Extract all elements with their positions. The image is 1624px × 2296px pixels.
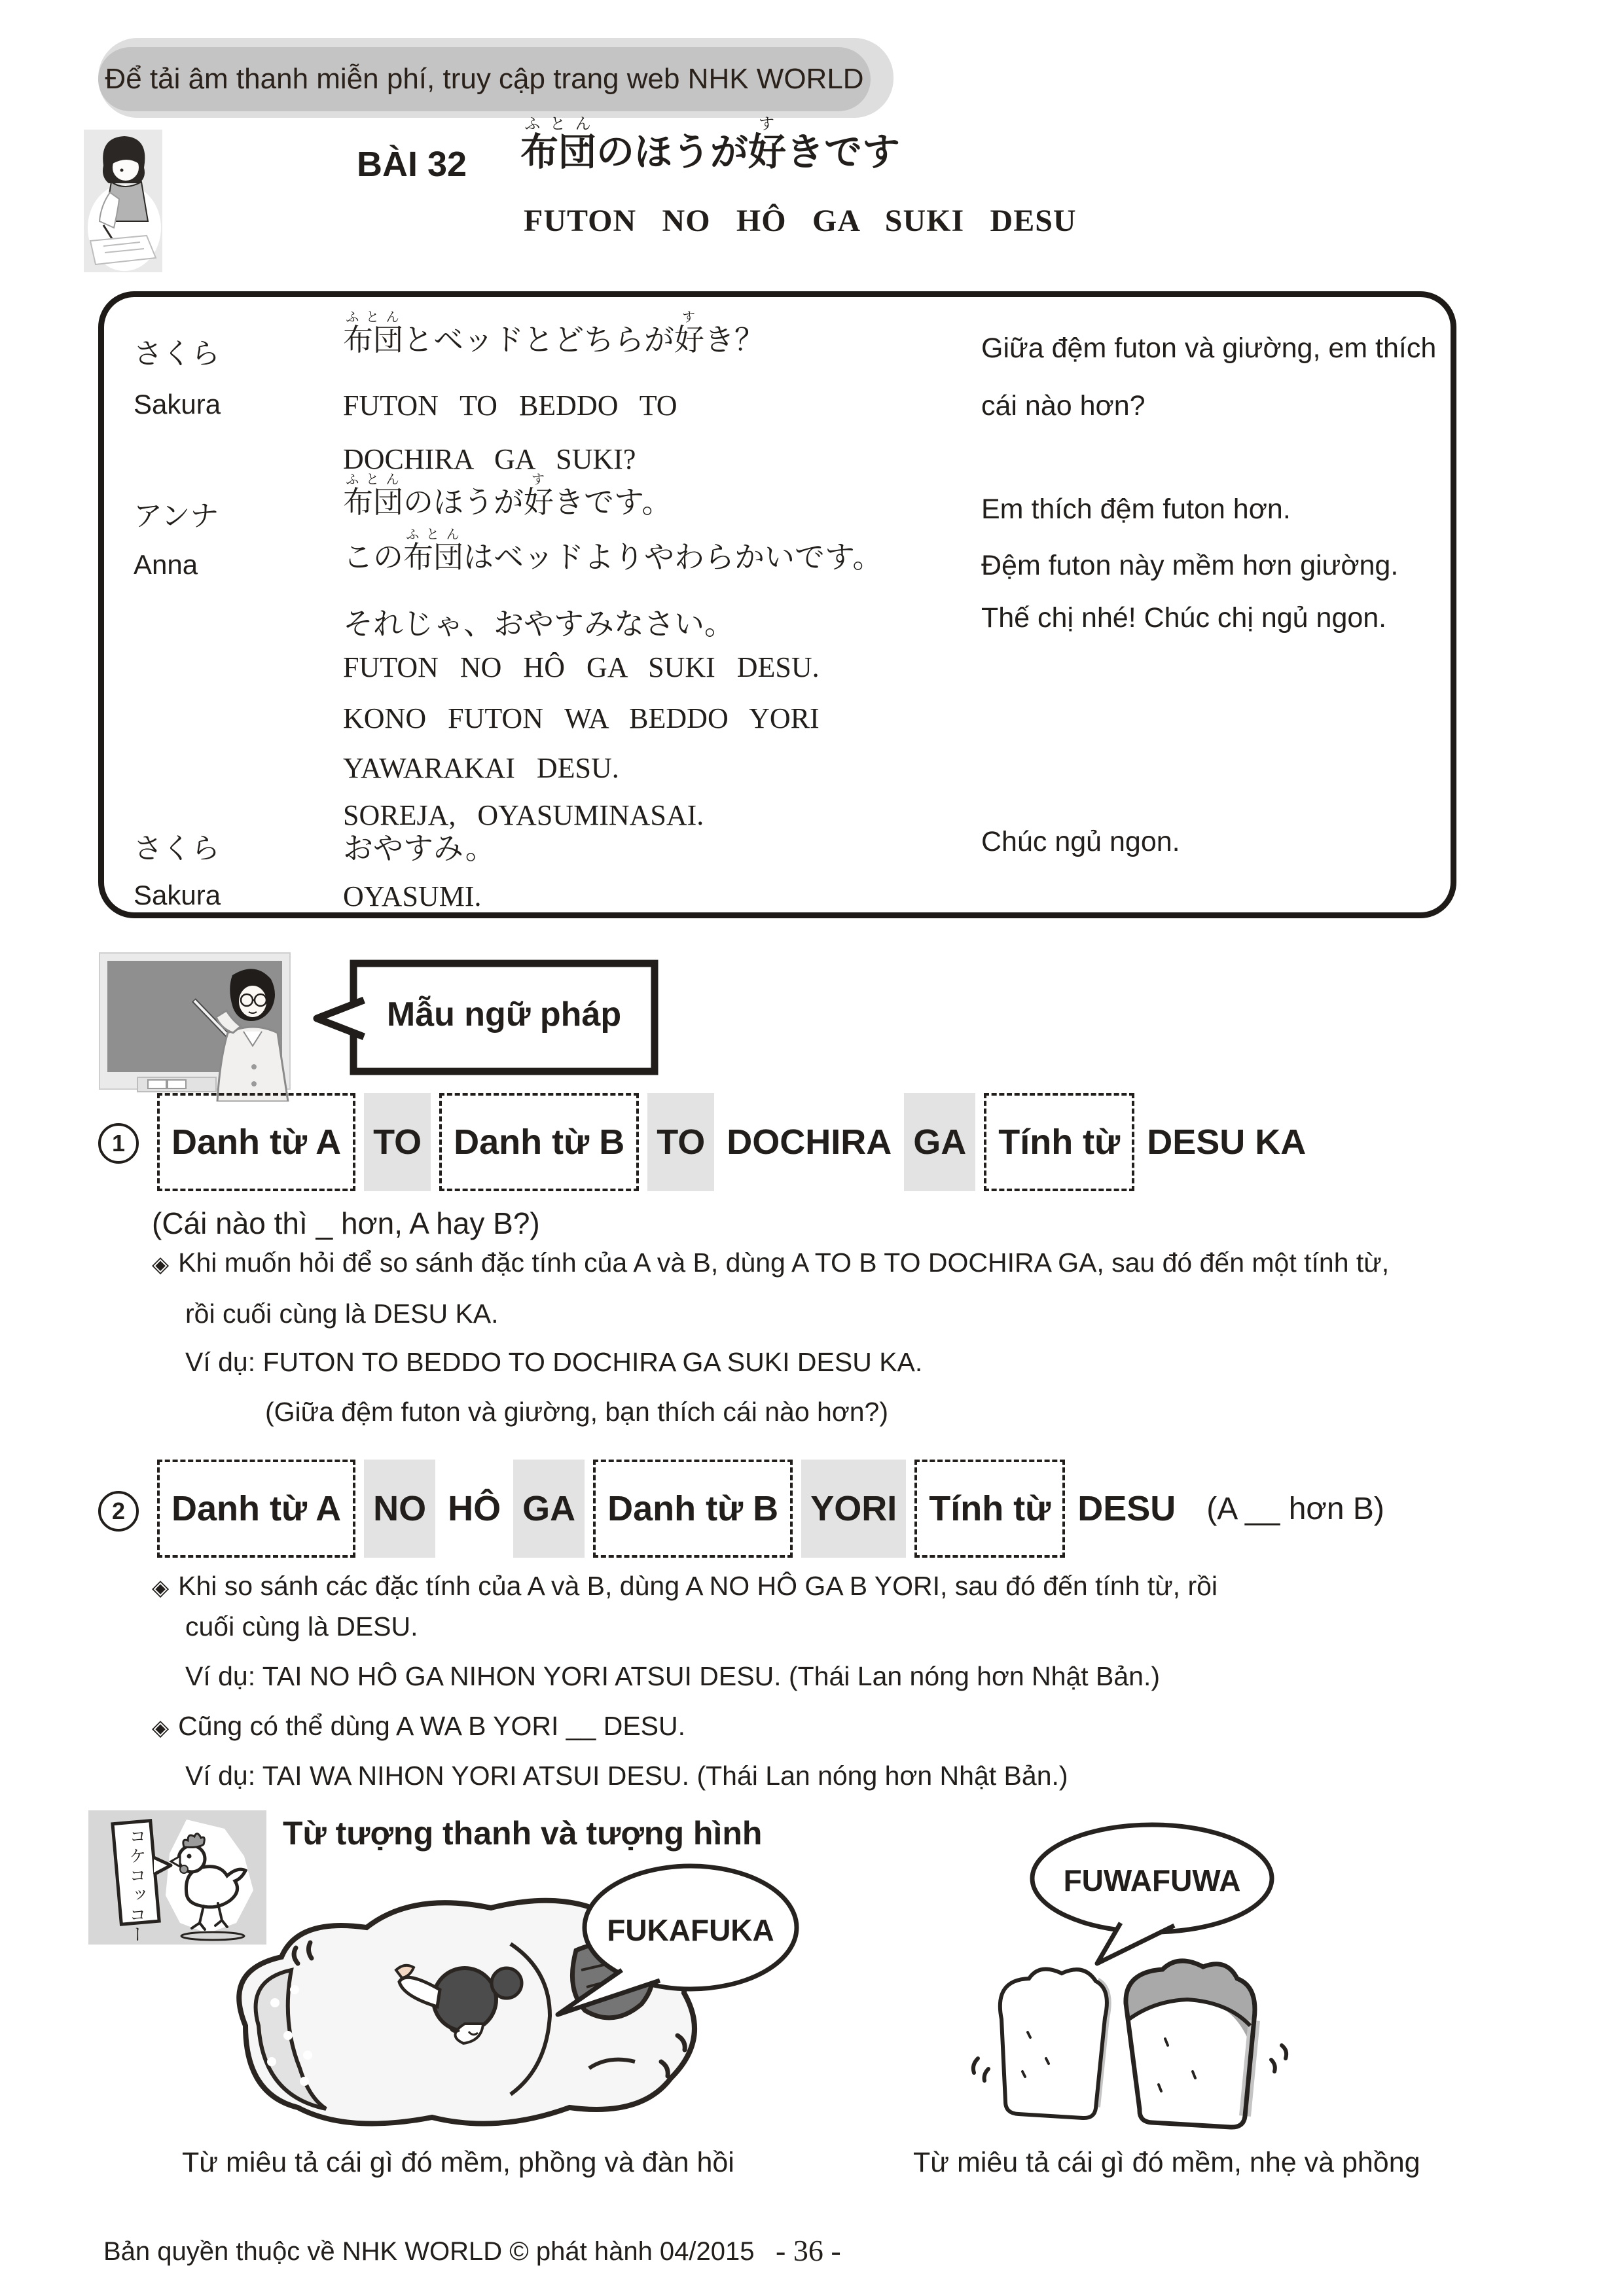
jp-base: 好 (748, 131, 787, 173)
dialog-line-romaji: FUTON NO HÔ GA SUKI DESU. (343, 651, 820, 683)
pattern-2-explanation-2: cuối cùng là DESU. (185, 1611, 418, 1641)
dialog-line-vn: Thế chị nhé! Chúc chị ngủ ngon. (981, 602, 1387, 634)
grammar-section-bubble (308, 957, 674, 1081)
page-number: - 36 - (776, 2234, 841, 2267)
jp-base: きです (786, 131, 901, 173)
pattern-1-note: (Cái nào thì _ hơn, A hay B?) (152, 1206, 540, 1240)
pattern-noun-b-box: Danh từ B (593, 1460, 793, 1558)
pattern-word: DESU KA (1147, 1122, 1307, 1162)
fukafuka-caption: Từ miêu tả cái gì đó mềm, phồng và đàn hồi (182, 2147, 734, 2178)
pattern-2-example-1: Ví dụ: TAI NO HÔ GA NIHON YORI ATSUI DESU. (Thái Lan nóng hơn Nhật Bản.) (185, 1661, 1161, 1691)
pattern-1-example: Ví dụ: FUTON TO BEDDO TO DOCHIRA GA SUKI DESU KA. (185, 1347, 923, 1377)
pattern-noun-b-box: Danh từ B (439, 1093, 639, 1191)
dialog-box (98, 291, 1456, 918)
dialog-line-romaji: DOCHIRA GA SUKI? (343, 443, 636, 475)
dialog-line-vn: Chúc ngủ ngon. (981, 826, 1180, 857)
dialog-line-romaji: YAWARAKAI DESU. (343, 752, 619, 784)
furigana: ふとん (343, 473, 403, 487)
furigana: す (674, 310, 704, 325)
dialog-line-jp: おやすみ。 (343, 831, 496, 865)
jp-base: とベッドとどちらが (403, 323, 674, 357)
dialog-line-romaji: OYASUMI. (343, 880, 482, 912)
dialog-line-romaji: SOREJA, OYASUMINASAI. (343, 799, 704, 831)
fuwafuwa-caption: Từ miêu tả cái gì đó mềm, nhẹ và phồng (913, 2147, 1420, 2178)
dialog-line-vn: Giữa đệm futon và giường, em thích (981, 332, 1437, 364)
speaker-en: Sakura (134, 880, 221, 910)
jp-base: 布団 (403, 540, 463, 574)
jp-base: はベッドよりやわらかいです。 (463, 540, 883, 574)
pattern-particle: GA (904, 1093, 975, 1191)
furigana: ふとん (403, 528, 463, 542)
dialog-line-vn: Đệm futon này mềm hơn giường. (981, 550, 1399, 581)
header-note (98, 47, 871, 111)
pattern-1-example-translation: (Giữa đệm futon và giường, bạn thích cái nào hơn?) (265, 1397, 888, 1427)
ruby-futon (403, 528, 463, 574)
dialog-line-vn: Em thích đệm futon hơn. (981, 493, 1291, 525)
jp-base: 布団 (343, 323, 403, 357)
dialog-line-jp (343, 528, 882, 577)
pattern-2-explanation-3 (152, 1711, 685, 1742)
bread-illustration (962, 1941, 1303, 2140)
ruby-suki (674, 310, 704, 357)
dialog-line-jp (343, 473, 672, 522)
pattern-1-number: 1 (98, 1123, 139, 1164)
pattern-particle: GA (513, 1460, 585, 1558)
lesson-title-romaji: FUTON NO HÔ GA SUKI DESU (524, 204, 1077, 238)
jp-base: 好 (674, 323, 704, 357)
jp-base: き？ (704, 323, 765, 357)
pattern-particle: YORI (801, 1460, 906, 1558)
diamond-bullet-icon: ◈ (152, 1575, 170, 1600)
onomatopoeia-heading: Từ tượng thanh và tượng hình (283, 1815, 763, 1852)
copyright-text: Bản quyền thuộc về NHK WORLD © phát hành 04/2015 (103, 2237, 755, 2266)
furigana: ふとん (343, 310, 403, 325)
dialog-line-romaji: FUTON TO BEDDO TO (343, 389, 677, 422)
pattern-1-row (157, 1093, 1310, 1191)
pattern-2-example-2: Ví dụ: TAI WA NIHON YORI ATSUI DESU. (Thái Lan nóng hơn Nhật Bản.) (185, 1761, 1068, 1791)
dialog-line-jp (343, 310, 765, 359)
pattern-noun-a-box: Danh từ A (157, 1093, 355, 1191)
explanation-text: Cũng có thể dùng A WA B YORI __ DESU. (178, 1711, 686, 1741)
grammar-section-title: Mẫu ngữ pháp (386, 996, 622, 1033)
explanation-text: Khi so sánh các đặc tính của A và B, dùng A NO HÔ GA B YORI, sau đó đến tính từ, rồi (178, 1571, 1218, 1601)
fukafuka-bubble (524, 1859, 805, 2029)
pattern-particle: TO (647, 1093, 714, 1191)
pattern-word: DOCHIRA (727, 1122, 892, 1162)
pattern-word: DESU (1077, 1489, 1176, 1528)
diamond-bullet-icon: ◈ (152, 1715, 170, 1740)
ruby-suki (524, 473, 554, 519)
pattern-noun-a-box: Danh từ A (157, 1460, 355, 1558)
jp-base: 好 (524, 485, 554, 519)
lesson-title-jp (520, 115, 900, 176)
ruby-futon (520, 115, 597, 173)
diamond-bullet-icon: ◈ (152, 1252, 170, 1277)
explanation-text: Khi muốn hỏi để so sánh đặc tính của A và B, dùng A TO B TO DOCHIRA GA, sau đó đến một tính từ, (178, 1247, 1390, 1278)
dialog-line-romaji: KONO FUTON WA BEDDO YORI (343, 702, 820, 734)
pattern-particle: NO (364, 1460, 435, 1558)
pattern-particle: TO (364, 1093, 431, 1191)
dialog-line-jp: それじゃ、おやすみなさい。 (343, 607, 734, 641)
jp-base: のほうが (596, 131, 749, 173)
ruby-suki (748, 115, 787, 173)
ruby-futon (343, 473, 403, 519)
pattern-adjective-box: Tính từ (914, 1460, 1065, 1558)
speaker-jp: アンナ (134, 500, 219, 532)
fukafuka-label: FUKAFUKA (607, 1913, 774, 1947)
furigana: す (748, 115, 787, 133)
furigana: ふとん (520, 115, 596, 133)
jp-base: のほうが (403, 485, 524, 519)
pattern-1-explanation-2: rồi cuối cùng là DESU KA. (185, 1299, 499, 1329)
jp-base: この (343, 540, 403, 574)
jp-base: 布団 (520, 131, 597, 173)
furigana: す (524, 473, 554, 487)
header-note-text: Để tải âm thanh miễn phí, truy cập trang web NHK WORLD (105, 63, 864, 95)
speaker-jp: さくら (134, 833, 220, 865)
ruby-futon (343, 310, 403, 357)
speaker-en: Sakura (134, 389, 221, 420)
writer-girl-illustration (84, 130, 162, 272)
pattern-2-number: 2 (98, 1491, 139, 1532)
pattern-1-explanation (152, 1247, 1389, 1278)
teacher-blackboard-illustration (98, 948, 291, 1102)
fuwafuwa-label: FUWAFUWA (1063, 1863, 1241, 1897)
jp-base: きです。 (554, 485, 672, 519)
speaker-en: Anna (134, 549, 198, 580)
lesson-number: BÀI 32 (357, 145, 467, 184)
pattern-2-note: (A __ hơn B) (1206, 1491, 1384, 1526)
jp-base: 布団 (343, 485, 403, 519)
pattern-2-explanation (152, 1571, 1218, 1602)
speaker-jp: さくら (134, 338, 220, 370)
pattern-2-row (157, 1460, 1384, 1558)
pattern-word: HÔ (448, 1489, 501, 1528)
dialog-line-vn: cái nào hơn? (981, 390, 1146, 422)
chicken-cry-text: コケコッコー (127, 1827, 147, 1945)
pattern-adjective-box: Tính từ (984, 1093, 1134, 1191)
